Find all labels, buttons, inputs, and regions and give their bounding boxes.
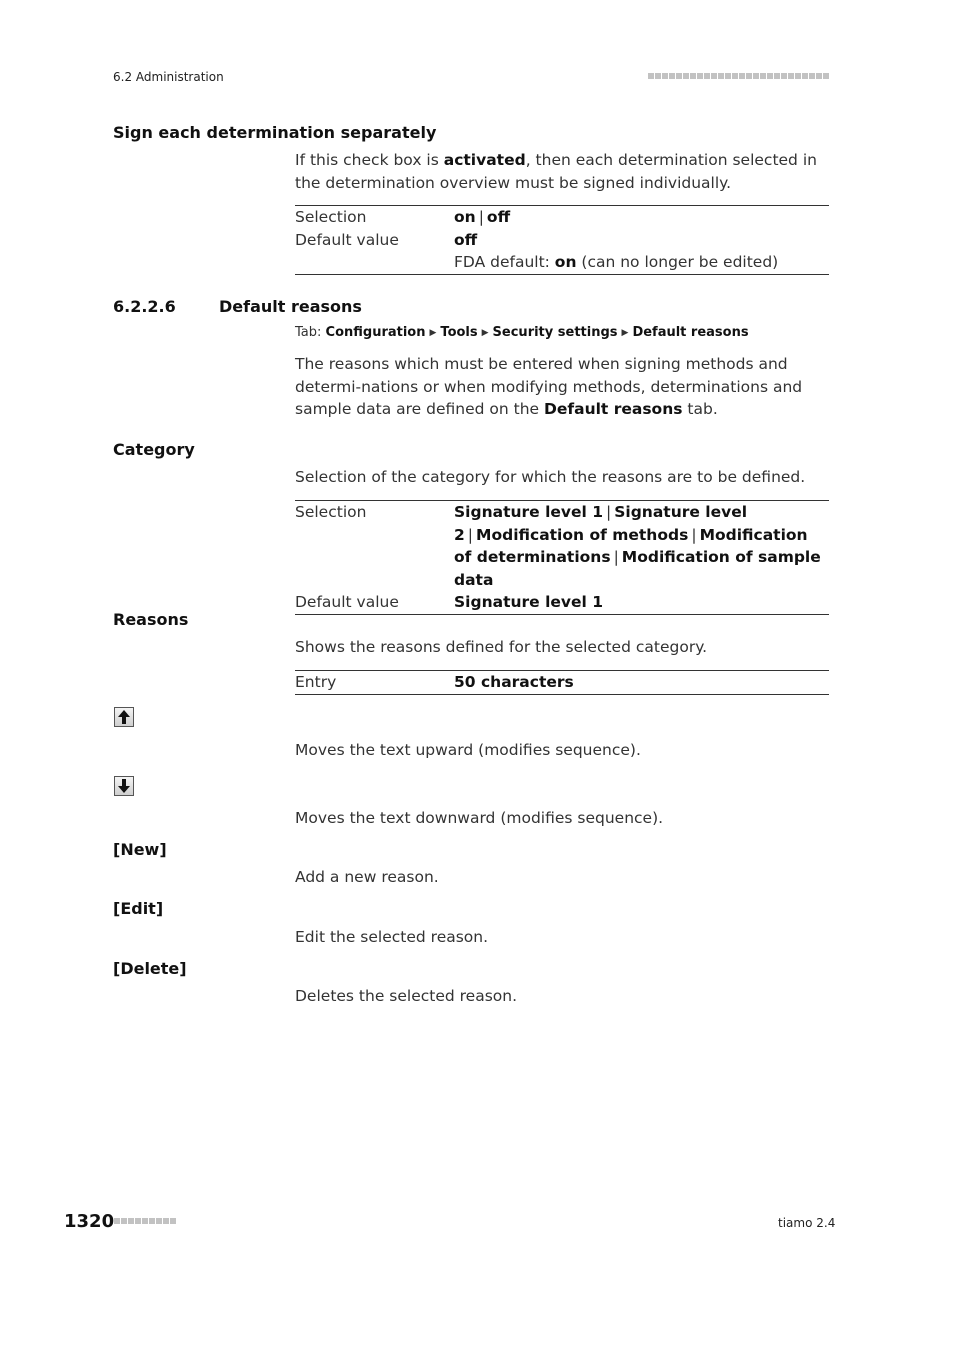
- selection-label: Selection: [295, 503, 367, 521]
- entry-value: 50 characters: [454, 673, 574, 691]
- decor-square: [163, 1218, 169, 1224]
- decor-square: [753, 73, 759, 79]
- product-version: tiamo 2.4: [778, 1216, 836, 1230]
- tab-path: Tab: Configuration ▶ Tools ▶ Security settings ▶ Default reasons: [295, 325, 749, 340]
- option-modification-of-sample-data: Modification of sample data: [454, 548, 821, 589]
- tab-configuration: Configuration: [325, 325, 426, 340]
- tab-tools: Tools: [440, 325, 478, 340]
- default-value: Signature level 1: [454, 593, 603, 611]
- decor-square: [711, 73, 717, 79]
- decor-square: [760, 73, 766, 79]
- entry-label: Entry: [295, 673, 337, 691]
- reasons-title: Reasons: [113, 610, 189, 629]
- decor-square: [121, 1218, 127, 1224]
- sign-each-title: Sign each determination separately: [113, 123, 437, 142]
- decor-square: [697, 73, 703, 79]
- header-decoration: [648, 73, 829, 79]
- edit-description: Edit the selected reason.: [295, 928, 489, 946]
- decor-square: [718, 73, 724, 79]
- default-value: off: [454, 230, 478, 249]
- selection-label: Selection: [295, 208, 367, 226]
- new-description: Add a new reason.: [295, 868, 439, 886]
- arrow-down-icon: [114, 776, 134, 796]
- tab-default-reasons: Default reasons: [632, 325, 749, 340]
- decor-square: [683, 73, 689, 79]
- up-description: Moves the text upward (modifies sequence).: [295, 741, 641, 759]
- decor-square: [662, 73, 668, 79]
- decor-square: [732, 73, 738, 79]
- decor-square: [669, 73, 675, 79]
- decor-square: [781, 73, 787, 79]
- footer-decoration: [114, 1218, 176, 1224]
- decor-square: [725, 73, 731, 79]
- edit-button-label: [Edit]: [113, 899, 164, 918]
- section-intro: The reasons which must be entered when signing methods and determi-nations or when modifying methods, determinations and sample data are defined on the Default reasons tab.: [295, 355, 803, 418]
- arrow-up-icon: [114, 707, 134, 727]
- new-button-label: [New]: [113, 840, 167, 859]
- default-label: Default value: [295, 593, 399, 611]
- decor-square: [142, 1218, 148, 1224]
- fda-default: FDA default: on (can no longer be edited): [454, 253, 779, 271]
- decor-square: [809, 73, 815, 79]
- sign-each-description: If this check box is activated, then each determination selected in the determination overview must be signed individually.: [295, 151, 817, 192]
- delete-description: Deletes the selected reason.: [295, 987, 518, 1005]
- decor-square: [690, 73, 696, 79]
- decor-square: [676, 73, 682, 79]
- page-number: 1320: [64, 1211, 115, 1232]
- decor-square: [774, 73, 780, 79]
- category-table: [295, 500, 829, 615]
- decor-square: [795, 73, 801, 79]
- category-title: Category: [113, 440, 195, 459]
- decor-square: [170, 1218, 176, 1224]
- category-options: Signature level 1 | Signature level 2 | Modification of methods | Modification of determinations | Modification of sample data: [454, 503, 821, 589]
- decor-square: [746, 73, 752, 79]
- tab-security-settings: Security settings: [492, 325, 618, 340]
- decor-square: [149, 1218, 155, 1224]
- separator: |: [478, 208, 484, 226]
- default-label: Default value: [295, 230, 399, 249]
- down-description: Moves the text downward (modifies sequence).: [295, 809, 664, 827]
- decor-square: [816, 73, 822, 79]
- decor-square: [788, 73, 794, 79]
- decor-square: [114, 1218, 120, 1224]
- delete-button-label: [Delete]: [113, 959, 187, 978]
- decor-square: [823, 73, 829, 79]
- decor-square: [704, 73, 710, 79]
- sign-each-table: [295, 205, 829, 275]
- section-title: Default reasons: [219, 297, 362, 316]
- option-on: on: [454, 208, 476, 226]
- decor-square: [128, 1218, 134, 1224]
- decor-square: [648, 73, 654, 79]
- decor-square: [655, 73, 661, 79]
- decor-square: [156, 1218, 162, 1224]
- option-signature-level-2: Signature level 2: [454, 503, 748, 544]
- reasons-table: [295, 670, 829, 695]
- option-signature-level-1: Signature level 1: [454, 503, 603, 521]
- section-number: 6.2.2.6: [113, 297, 176, 316]
- decor-square: [135, 1218, 141, 1224]
- option-modification-of-methods: Modification of methods: [476, 525, 689, 544]
- option-off: off: [486, 208, 511, 226]
- decor-square: [739, 73, 745, 79]
- decor-square: [767, 73, 773, 79]
- running-header-section: 6.2 Administration: [113, 70, 224, 84]
- category-description: Selection of the category for which the reasons are to be defined.: [295, 468, 806, 486]
- decor-square: [802, 73, 808, 79]
- reasons-description: Shows the reasons defined for the selected category.: [295, 638, 708, 656]
- option-modification-of-determinations: Modification of determinations: [454, 525, 808, 566]
